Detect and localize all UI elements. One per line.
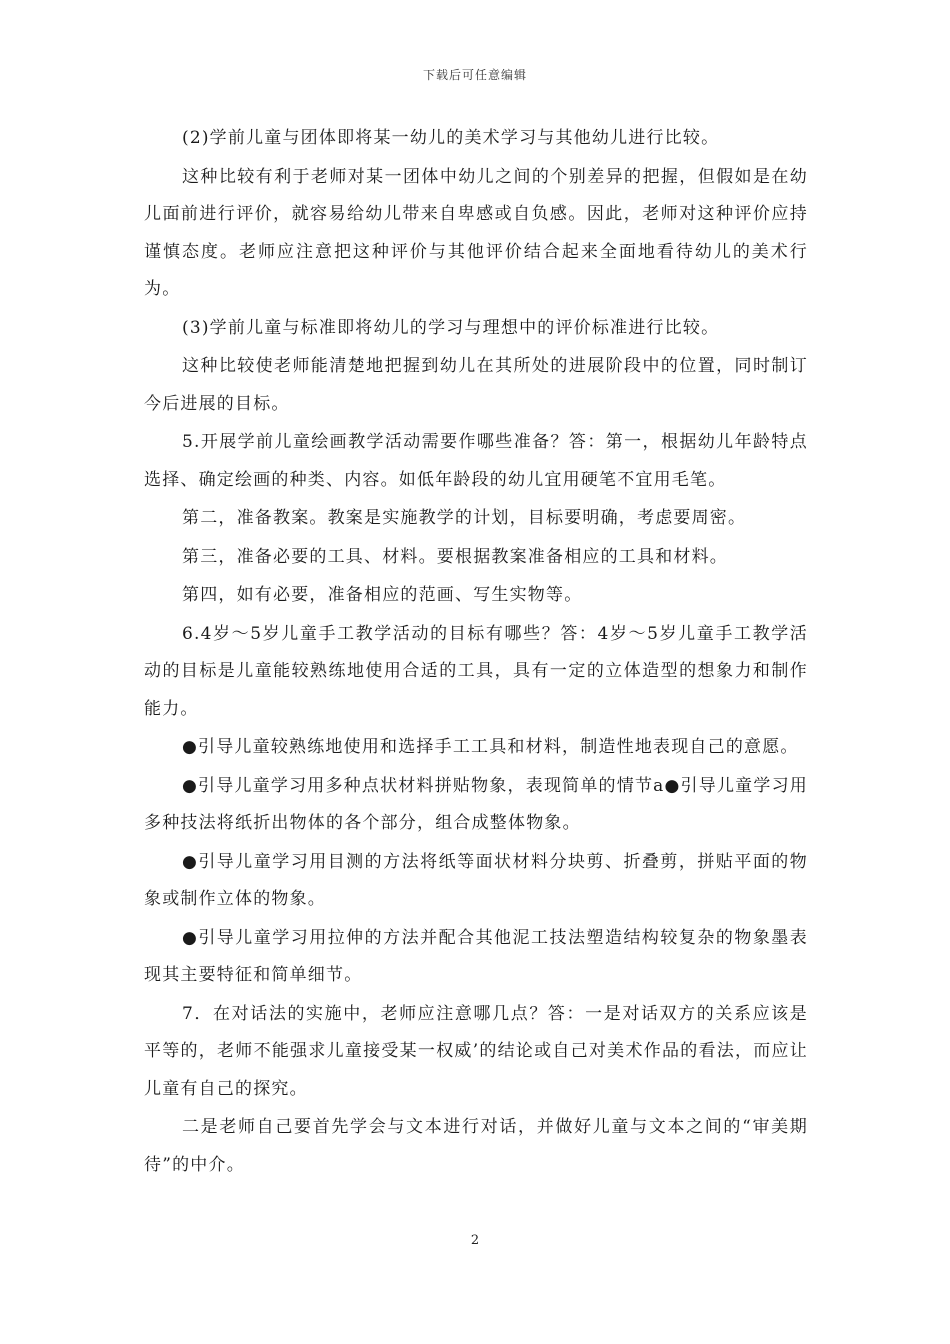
paragraph: (2)学前儿童与团体即将某一幼儿的美术学习与其他幼儿进行比较。 (182, 128, 720, 148)
bullet-paragraph: ●引导儿童学习用拉伸的方法并配合其他泥工技法塑造结构较复杂的物象墨表现其主要特征和简单细节。 (144, 927, 808, 985)
bullet-paragraph: ●引导儿童学习用目测的方法将纸等面状材料分块剪、折叠剪，拼贴平面的物象或制作立体的物象。 (144, 851, 808, 909)
paragraph: 这种比较有利于老师对某一团体中幼儿之间的个别差异的把握，但假如是在幼儿面前进行评价，就容易给幼儿带来自卑感或自负感。因此，老师对这种评价应持谨慎态度。老师应注意把这种评价与其他评价结合起来全面地看待幼儿的美术行为。 (144, 166, 808, 299)
paragraph: 第三，准备必要的工具、材料。要根据教案准备相应的工具和材料。 (182, 546, 728, 567)
paragraph: 二是老师自己要首先学会与文本进行对话，并做好儿童与文本之间的“审美期待”的中介。 (144, 1117, 808, 1175)
bullet-paragraph: ●引导儿童较熟练地使用和选择手工工具和材料，制造性地表现自己的意愿。 (182, 737, 799, 757)
page-number: 2 (470, 1233, 480, 1248)
paragraph: 7．在对话法的实施中，老师应注意哪几点？答：一是对话双方的关系应该是平等的，老师不能强求儿童接受某一权威’的结论或自己对美术作品的看法，而应让儿童有自己的探究。 (144, 1003, 808, 1099)
paragraph: 5.开展学前儿童绘画教学活动需要作哪些准备？答：第一，根据幼儿年龄特点选择、确定绘画的种类、内容。如低年龄段的幼儿宜用硬笔不宜用毛笔。 (144, 432, 808, 490)
paragraph: 第四，如有必要，准备相应的范画、写生实物等。 (182, 585, 583, 605)
bullet-paragraph: ●引导儿童学习用多种点状材料拼贴物象，表现简单的情节a●引导儿童学习用多种技法将纸折出物体的各个部分，组合成整体物象。 (144, 775, 808, 833)
paragraph: (3)学前儿童与标准即将幼儿的学习与理想中的评价标准进行比较。 (182, 317, 720, 338)
paragraph: 第二，准备教案。教案是实施教学的计划，目标要明确，考虑要周密。 (182, 508, 747, 528)
page-header: 下载后可任意编辑 (422, 68, 527, 82)
paragraph: 这种比较使老师能清楚地把握到幼儿在其所处的进展阶段中的位置，同时制订今后进展的目标。 (144, 356, 808, 414)
body-text (144, 120, 808, 1185)
paragraph: 6.4岁～5岁儿童手工教学活动的目标有哪些？答：4岁～5岁儿童手工教学活动的目标是儿童能较熟练地使用合适的工具，具有一定的立体造型的想象力和制作能力。 (144, 623, 808, 719)
